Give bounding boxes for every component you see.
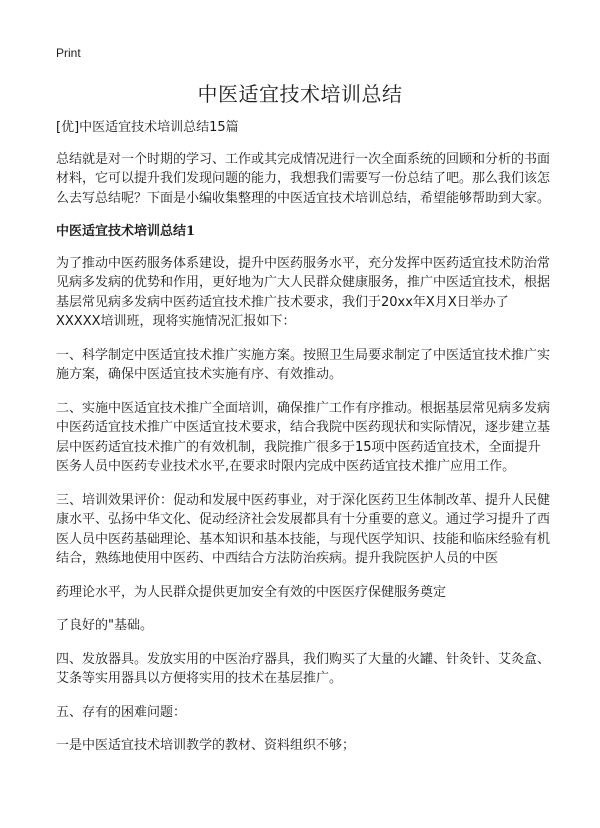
section-heading: 中医适宜技术培训总结1 <box>56 224 196 239</box>
intro-paragraph: 总结就是对一个时期的学习、工作或其完成情况进行一次全面系统的回顾和分析的书面材料，它可以提升我们发现问题的能力，我想我们需要写一份总结了吧。那么我们该怎么去写总结呢？下面是小编收集整理的中医适宜技术培训总结，希望能够帮助到大家。 <box>56 151 551 206</box>
body-paragraph: 二、实施中医适宜技术推广全面培训，确保推广工作有序推动。根据基层常见病多发病中医药适宜技术推广中医适宜技术要求，结合我院中医药现状和实际情况，逐步建立基层中医药适宜技术推广的有效机制，我院推广很多于15项中医药适宜技术，全面提升医务人员中医药专业技术水平,在要求时限内完成中医药适宜技术推广应用工作。 <box>56 400 551 474</box>
document-body <box>56 118 552 770</box>
body-paragraph: 药理论水平，为人民群众提供更加安全有效的中医医疗保健服务奠定 <box>56 584 447 600</box>
page-title: 中医适宜技术培训总结 <box>197 82 403 106</box>
body-paragraph: 五、存有的困难问题： <box>56 704 187 720</box>
body-paragraph: 了良好的"基础。 <box>56 618 153 633</box>
document-subtitle: [优]中医适宜技术培训总结15篇 <box>56 120 239 135</box>
body-paragraph: 为了推动中医药服务体系建设，提升中医药服务水平，充分发挥中医药适宜技术防治常见病多发病的优势和作用，更好地为广大人民群众健康服务，推广中医适宜技术，根据基层常见病多发病中医药适宜技术推广技术要求，我们于20xx年X月X日举办了XXXXX培训班，现将实施情况汇报如下： <box>56 255 551 329</box>
body-paragraph: 一、科学制定中医适宜技术推广实施方案。按照卫生局要求制定了中医适宜技术推广实施方案，确保中医适宜技术实施有序、有效推动。 <box>56 347 551 382</box>
body-paragraph: 四、发放器具。发放实用的中医治疗器具，我们购买了大量的火罐、针灸针、艾灸盒、艾条等实用器具以方便将实用的技术在基层推广。 <box>56 651 551 686</box>
body-paragraph: 一是中医适宜技术培训教学的教材、资料组织不够； <box>56 738 356 753</box>
print-link[interactable]: Print <box>56 46 81 60</box>
body-paragraph: 三、培训效果评价：促动和发展中医药事业，对于深化医药卫生体制改革、提升人民健康水平、弘扬中华文化、促动经济社会发展都具有十分重要的意义。通过学习提升了西医人员中医药基础理论、基本知识和基本技能，与现代医学知识、技能和临床经验有机结合，熟练地使用中医药、中西结合方法防治疾病。提升我院医护人员的中医 <box>56 492 551 566</box>
